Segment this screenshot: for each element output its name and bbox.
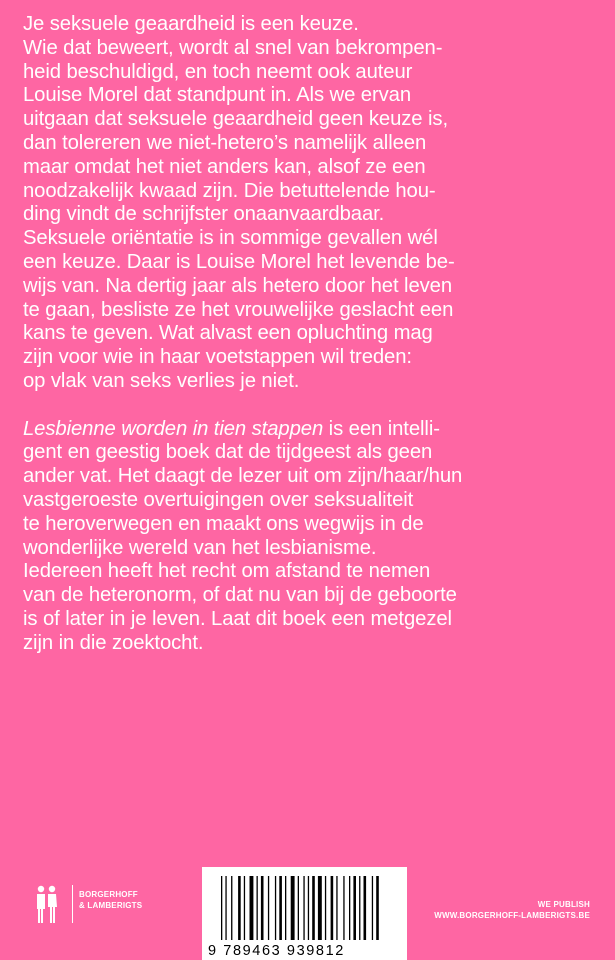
blurb-line: heid beschuldigd, en toch neemt ook auteur xyxy=(23,60,413,83)
barcode-bar xyxy=(257,876,258,940)
blurb-line: kans te geven. Wat alvast een opluchting mag xyxy=(23,322,433,345)
barcode-bar xyxy=(279,876,282,940)
barcode-bar xyxy=(359,876,360,940)
title-line-rest: is een intelli- xyxy=(323,417,440,440)
barcode-bar xyxy=(250,876,254,940)
isbn-barcode xyxy=(202,867,407,960)
barcode-bar xyxy=(261,876,264,940)
barcode-bar xyxy=(268,876,269,940)
barcode-bar xyxy=(231,876,232,940)
logo-divider xyxy=(72,885,73,923)
blurb-line: vastgeroeste overtuigingen over seksualiteit xyxy=(23,488,414,511)
barcode-bar xyxy=(372,876,373,940)
barcode-bar xyxy=(221,876,222,940)
blurb-line: zijn voor wie in haar voetstappen wil treden: xyxy=(23,346,412,369)
barcode-bars xyxy=(221,876,381,940)
publisher-website-block xyxy=(434,899,590,921)
publisher-figures-logo-icon xyxy=(34,885,60,927)
blurb-line-title xyxy=(23,418,603,442)
barcode-bar xyxy=(318,876,322,940)
publisher-website: WWW.BORGERHOFF-LAMBERIGTS.BE xyxy=(434,911,590,920)
barcode-bar xyxy=(312,876,315,940)
blurb-line: wijs van. Na dertig jaar als hetero door het leven xyxy=(23,274,453,297)
blurb-line: Seksuele oriëntatie is in sommige gevallen wél xyxy=(23,227,438,250)
back-cover-blurb xyxy=(23,13,603,656)
barcode-bar xyxy=(238,876,241,940)
blurb-line: te heroverwegen en maakt ons wegwijs in de xyxy=(23,512,424,535)
blurb-line: maar omdat het niet anders kan, alsof ze een xyxy=(23,155,426,178)
blurb-line: een keuze. Daar is Louise Morel het levende be- xyxy=(23,250,455,273)
barcode-bar xyxy=(303,876,304,940)
barcode-bar xyxy=(336,876,337,940)
publisher-line-2: & LAMBERIGTS xyxy=(79,901,143,910)
blurb-line: ding vindt de schrijfster onaanvaardbaar. xyxy=(23,203,385,226)
blurb-line: gent en geestig boek dat de tijdgeest als geen xyxy=(23,441,433,464)
blurb-line: Je seksuele geaardheid is een keuze. xyxy=(23,13,359,35)
barcode-bar xyxy=(308,876,309,940)
barcode-bar xyxy=(325,876,326,940)
blurb-line: op vlak van seks verlies je niet. xyxy=(23,369,300,392)
back-cover-footer xyxy=(0,855,615,960)
barcode-bar xyxy=(225,876,226,940)
blurb-line: ander vat. Het daagt de lezer uit om zijn/haar/hun xyxy=(23,465,463,488)
publisher-name xyxy=(79,889,142,911)
barcode-bar xyxy=(244,876,245,940)
blurb-line: dan tolereren we niet-hetero’s namelijk alleen xyxy=(23,131,427,154)
blurb-line: wonderlijke wereld van het lesbianisme. xyxy=(23,536,377,559)
blurb-line: te gaan, besliste ze het vrouwelijke geslacht een xyxy=(23,298,454,321)
we-publish-label: WE PUBLISH xyxy=(537,900,590,909)
barcode-bar xyxy=(298,876,299,940)
blurb-line: Wie dat beweert, wordt al snel van bekrompen- xyxy=(23,36,443,59)
blurb-paragraph-1 xyxy=(23,13,603,394)
blurb-line: zijn in die zoektocht. xyxy=(23,631,204,654)
blurb-line: van de heteronorm, of dat nu van bij de geboorte xyxy=(23,584,457,607)
blurb-paragraph-2 xyxy=(23,441,603,655)
barcode-bar xyxy=(349,876,350,940)
blurb-line: Iedereen heeft het recht om afstand te nemen xyxy=(23,560,431,583)
barcode-bar xyxy=(343,876,344,940)
blurb-line: Louise Morel dat standpunt in. Als we ervan xyxy=(23,84,412,107)
barcode-bar xyxy=(353,876,356,940)
blurb-line: uitgaan dat seksuele geaardheid geen keuze is, xyxy=(23,108,449,131)
barcode-bar xyxy=(285,876,286,940)
blurb-line: is of later in je leven. Laat dit boek een metgezel xyxy=(23,607,452,630)
barcode-bar xyxy=(364,876,367,940)
barcode-bar xyxy=(331,876,334,940)
publisher-line-1: BORGERHOFF xyxy=(79,890,138,899)
isbn-number: 9 789463 939812 xyxy=(208,943,345,959)
blurb-line: noodzakelijk kwaad zijn. Die betuttelende hou- xyxy=(23,179,436,202)
barcode-bar xyxy=(291,876,295,940)
book-title: Lesbienne worden in tien stappen xyxy=(23,417,324,440)
barcode-bar xyxy=(376,876,379,940)
paragraph-gap xyxy=(23,394,603,418)
barcode-bar xyxy=(275,876,276,940)
